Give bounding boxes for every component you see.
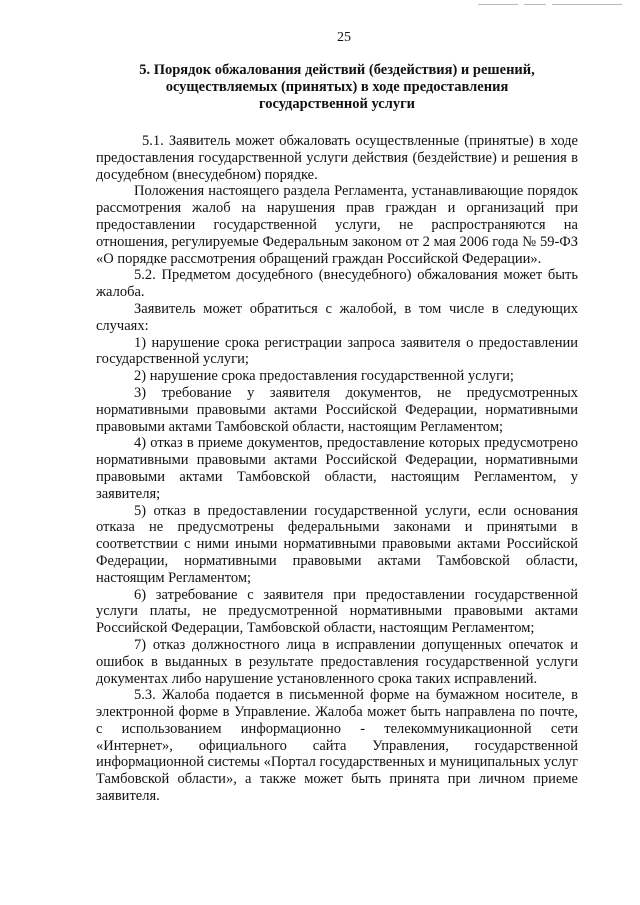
list-item: 2) нарушение срока предоставления государственной услуги; — [134, 368, 514, 385]
heading-line: 5. Порядок обжалования действий (бездействия) и решений, — [139, 62, 535, 78]
list-item: 7) отказ должностного лица в исправлении допущенных опечаток и ошибок в выданных в результате предоставления государственной услуги документах либо нарушение установленного срока таких исправлений. — [96, 636, 578, 687]
paragraph-scope: Положения настоящего раздела Регламента, устанавливающие порядок рассмотрения жалоб на нарушения прав граждан и организаций при предоставлении государственной услуги, не распространяются на отношения, регулируемые Федеральным законом от 2 мая 2006 года № 59-ФЗ «О порядке рассмотрения обращений граждан Российской Федерации». — [96, 183, 578, 267]
section-heading — [96, 62, 578, 113]
paragraph-5-2: 5.2. Предметом досудебного (внесудебного) обжалования может быть жалоба. — [96, 267, 578, 301]
list-item: 4) отказ в приеме документов, предоставление которых предусмотрено нормативными правовыми актами Российской Федерации, нормативными правовыми актами Тамбовской области, настоящим Регламентом, у заявителя; — [96, 435, 578, 502]
heading-line: осуществляемых (принятых) в ходе предоставления — [165, 79, 509, 95]
scan-artifact — [478, 4, 622, 5]
list-item: 3) требование у заявителя документов, не предусмотренных нормативными правовыми актами Российской Федерации, нормативными правовыми актами Тамбовской области, настоящим Регламентом; — [96, 384, 578, 435]
page-number: 25 — [337, 30, 351, 45]
list-item: 6) затребование с заявителя при предоставлении государственной услуги платы, не предусмотренной нормативными правовыми актами Российской Федерации, Тамбовской области, настоящим Регламентом; — [96, 586, 578, 637]
paragraph-5-3: 5.3. Жалоба подается в письменной форме на бумажном носителе, в электронной форме в Управление. Жалоба может быть направлена по почте, с использованием информационно - телекоммуникационной сети «Интернет», официального сайта Управления, государственной информационной системы «Портал государственных и муниципальных услуг Тамбовской области», а также может быть принята при личном приеме заявителя. — [96, 687, 579, 805]
list-item: 1) нарушение срока регистрации запроса заявителя о предоставлении государственной услуги; — [96, 334, 578, 368]
document-page — [96, 30, 578, 805]
heading-line: государственной услуги — [258, 96, 416, 112]
list-item: 5) отказ в предоставлении государственной услуги, если основания отказа не предусмотрены федеральными законами и принятыми в соответствии с ними иными нормативными правовыми актами Российской Федерации, нормативными правовыми актами Тамбовской области, настоящим Регламентом; — [96, 502, 578, 586]
paragraph-5-1: 5.1. Заявитель может обжаловать осуществленные (принятые) в ходе предоставления государственной услуги действия (бездействие) и решения в досудебном (внесудебном) порядке. — [96, 133, 578, 183]
paragraph-cases-intro: Заявитель может обратиться с жалобой, в том числе в следующих случаях: — [96, 300, 578, 334]
